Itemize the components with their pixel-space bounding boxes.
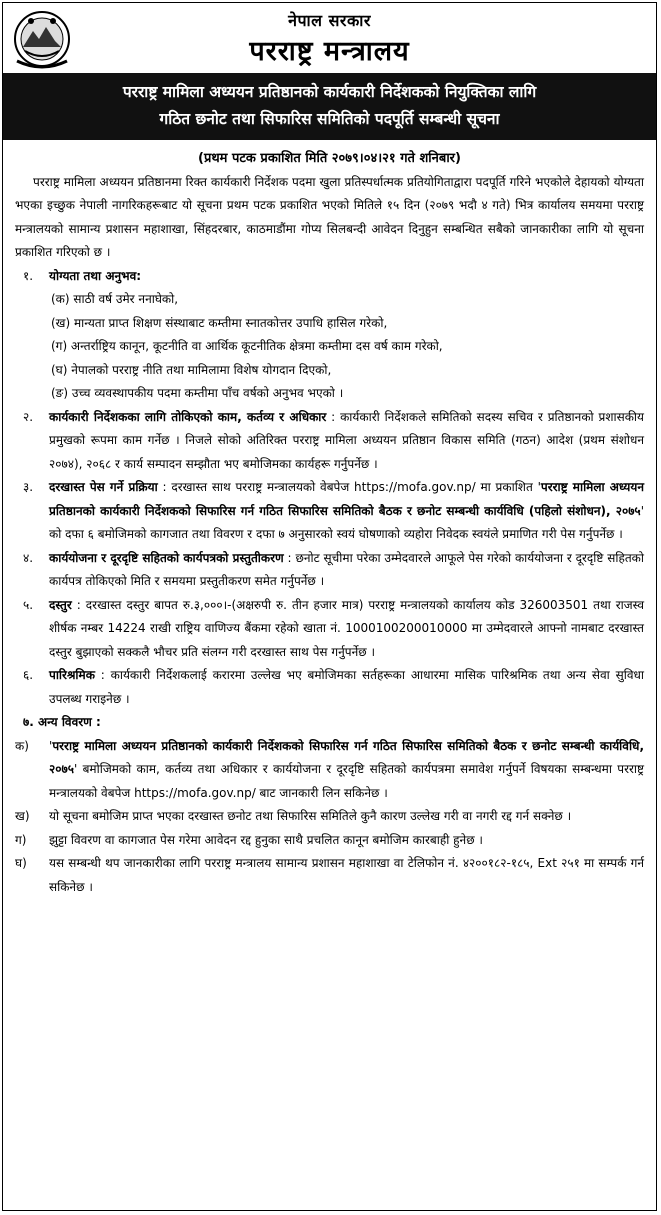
other-item-a (15, 735, 644, 806)
intro-paragraph: परराष्ट्र मामिला अध्ययन प्रतिष्ठानमा रिक्त कार्यकारी निर्देशक पदमा खुला प्रतिस्पर्धात्मक प्रतियोगिताद्वारा पदपूर्ति गरिने भएकोले देहायको योग्यता भएका इच्छुक नेपाली नागरिकहरूबाट यो सूचना प्रथम पटक प्रकाशित भएको मितिले १५ दिन (२०७९ भदौ ४ गते) भित्र कार्यालय समयमा परराष्ट्र मन्त्रालयको सामान्य प्रशासन महाशाखा, सिंहदरबार, काठमाडौंमा गोप्य सिलबन्दी आवेदन दिनुहुन सम्बन्धित सबैको जानकारीका लागि यो सूचना प्रकाशित गरिएको छ । (15, 174, 644, 259)
item-text: यो सूचना बमोजिम प्राप्त भएका दरखास्त छनोट तथा सिफारिस समितिले कुनै कारण उल्लेख गरी वा नगरी रद्द गर्न सक्नेछ । (49, 809, 572, 823)
list-item: (ख) मान्यता प्राप्त शिक्षण संस्थाबाट कम्तीमा स्नातकोत्तर उपाधि हासिल गरेको, (51, 315, 388, 330)
section-number: ४. (23, 550, 34, 565)
qualification-list (15, 288, 644, 406)
publication-date: (प्रथम पटक प्रकाशित मिति २०७९।०४।२१ गते शनिबार) (198, 151, 461, 166)
notice-title-banner (3, 73, 656, 140)
section-number: ३. (23, 480, 34, 494)
section-6 (15, 664, 644, 711)
section-7-heading: ७. अन्य विवरण : (23, 715, 101, 729)
procedure-title: परराष्ट्र मामिला अध्ययन प्रतिष्ठानको कार्यकारी निर्देशकको सिफारिस गर्न गठित सिफारिस समितिको बैठक र छनोट सम्बन्धी कार्यविधि (पहिलो संशोधन), २०७५ (49, 480, 645, 518)
item-text: झुट्टा विवरण वा कागजात पेस गरेमा आवेदन रद्द हुनुका साथै प्रचलित कानून बमोजिम कारबाही हुनेछ । (49, 832, 483, 847)
section-text: : दरखास्त साथ परराष्ट्र मन्त्रालयको वेबपेज https://mofa.gov.np/ मा प्रकाशित ' (157, 480, 541, 494)
list-item: (क) साठी वर्ष उमेर ननाघेको, (51, 292, 179, 306)
banner-line-1: परराष्ट्र मामिला अध्ययन प्रतिष्ठानको कार्यकारी निर्देशकको नियुक्तिका लागि (122, 83, 537, 101)
list-item: (ङ) उच्च व्यवस्थापकीय पदमा कम्तीमा पाँच वर्षको अनुभव भएको । (51, 386, 344, 400)
section-text: ' को दफा ६ बमोजिमको कागजात तथा विवरण र दफा ७ अनुसारको स्वयं घोषणाको व्यहोरा निवेदक स्वयंले प्रमाणित गरी पेस गर्नुपर्नेछ । (49, 503, 644, 541)
notice-frame (2, 2, 657, 1211)
section-5 (15, 594, 644, 665)
item-number: ग) (15, 832, 27, 847)
section-heading: कार्यकारी निर्देशकका लागि तोकिएको काम, कर्तव्य र अधिकार (49, 409, 327, 424)
item-number: ख) (15, 809, 30, 823)
other-item-c (15, 829, 644, 853)
section-number: १. (23, 268, 34, 283)
list-item: (घ) नेपालको परराष्ट्र नीति तथा मामिलामा विशेष योगदान दिएको, (51, 362, 332, 377)
section-2 (15, 406, 644, 477)
section-4 (15, 547, 644, 594)
item-text: ' बमोजिमको काम, कर्तव्य तथा अधिकार र कार्ययोजना र दूरदृष्टि सहितको कार्यपत्रमा समावेश गर्नुपर्ने विषयका सम्बन्धमा परराष्ट्र मन्त्रालयको वेबपेज https://mofa.gov.np/ बाट जानकारी लिन सकिनेछ । (49, 762, 644, 800)
section-text: : छनोट सूचीमा परेका उम्मेदवारले आफूले पेस गरेको कार्ययोजना र दूरदृष्टि सहितको कार्यपत्र तोकिएको मिति र समयमा प्रस्तुतीकरण समेत गर्नुपर्नेछ । (49, 550, 645, 588)
list-item: (ग) अन्तर्राष्ट्रिय कानून, कूटनीति वा आर्थिक कूटनीतिक क्षेत्रमा कम्तीमा दस वर्ष काम गरेको, (51, 339, 443, 353)
section-3 (15, 476, 644, 547)
item-number: घ) (15, 856, 27, 870)
section-heading: पारिश्रमिक (49, 668, 95, 682)
section-number: ६. (23, 668, 34, 682)
quote-mark: ' (49, 738, 53, 753)
section-number: २. (23, 409, 34, 424)
section-text: : दरखास्त दस्तुर बापत रु.३,०००।-(अक्षरुपी रु. तीन हजार मात्र) परराष्ट्र मन्त्रालयको कार्यालय कोड 326003501 तथा राजस्व शीर्षक नम्बर 14224 राखी राष्ट्रिय वाणिज्य बैंकमा रहेको खाता नं. 1000100200010000 मा उम्मेदवारले आफ्नो नामबाट दरखास्त दस्तुर बुझाएको सक्कलै भौचर प्रति संलग्न गरी दरखास्त साथ पेस गर्नुपर्नेछ । (49, 597, 644, 659)
section-text: : कार्यकारी निर्देशकले समितिको सदस्य सचिव र प्रतिष्ठानको प्रशासकीय प्रमुखको रूपमा काम गर्नेछ । निजले सोको अतिरिक्त परराष्ट्र मामिला अध्ययन प्रतिष्ठान विकास समिति (गठन) आदेश (प्रथम संशोधन २०७४), २०६८ र कार्य सम्पादन सम्झौता भए बमोजिमका कार्यहरू गर्नुपर्नेछ । (49, 409, 644, 471)
section-heading: योग्यता तथा अनुभव: (49, 268, 142, 283)
section-1 (15, 265, 644, 289)
notice-body (3, 140, 656, 899)
section-heading: दरखास्त पेस गर्ने प्रक्रिया (49, 480, 158, 494)
other-item-b (15, 805, 644, 829)
section-heading: कार्ययोजना र दूरदृष्टि सहितको कार्यपत्रको प्रस्तुतीकरण (49, 550, 284, 565)
item-text: यस सम्बन्धी थप जानकारीका लागि परराष्ट्र मन्त्रालय सामान्य प्रशासन महाशाखा वा टेलिफोन नं. ४२००१८२-१८५, Ext २५१ मा सम्पर्क गर्न सकिनेछ । (49, 856, 644, 894)
item-number: क) (15, 738, 29, 753)
banner-line-2: गठित छनोट तथा सिफारिस समितिको पदपूर्ति सम्बन्धी सूचना (159, 110, 500, 128)
ministry-name: परराष्ट्र मन्त्रालय (249, 36, 410, 67)
procedure-title: परराष्ट्र मामिला अध्ययन प्रतिष्ठानको कार्यकारी निर्देशकको सिफारिस गर्न गठित सिफारिस समितिको बैठक र छनोट सम्बन्धी कार्यविधि, २०७५ (49, 738, 644, 776)
section-heading: दस्तुर (49, 597, 72, 612)
section-text: : कार्यकारी निर्देशकलाई करारमा उल्लेख भए बमोजिमका सर्तहरूका आधारमा मासिक पारिश्रमिक तथा अन्य सेवा सुविधा उपलब्ध गराइनेछ । (49, 668, 644, 706)
government-name: नेपाल सरकार (288, 11, 371, 30)
section-number: ५. (23, 597, 34, 612)
header (3, 3, 656, 73)
other-item-d (15, 852, 644, 899)
